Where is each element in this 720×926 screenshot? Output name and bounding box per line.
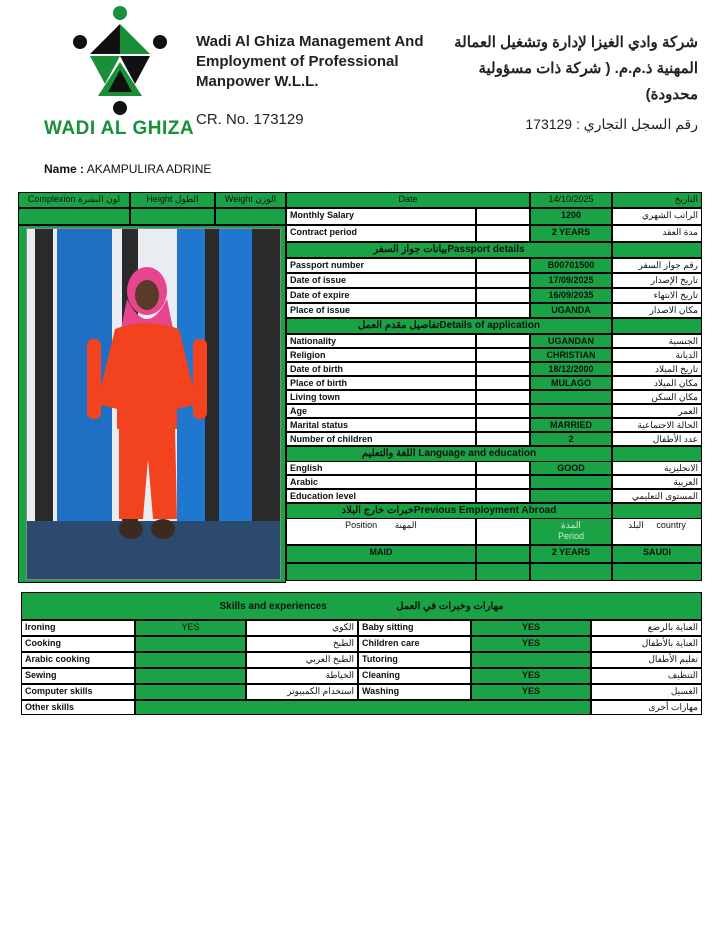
application-section-header: تفاصيل مقدم العملDetails of application xyxy=(286,318,612,334)
skills-title-ar: مهارات وخبرات في العمل xyxy=(396,601,504,612)
row-label: Place of birth xyxy=(286,376,476,390)
application-section-header-end xyxy=(612,318,702,334)
photo-illustration xyxy=(27,229,280,579)
skill-label: Sewing xyxy=(21,668,135,684)
skills-title-en: Skills and experiences xyxy=(219,601,327,612)
row-label: Age xyxy=(286,404,476,418)
complexion-value xyxy=(18,208,130,225)
employment-country: SAUDI xyxy=(612,545,702,563)
weight-value xyxy=(215,208,286,225)
row-spacer xyxy=(476,225,530,242)
row-label-ar: العمر xyxy=(612,404,702,418)
logo-wordmark: WADI AL GHIZA xyxy=(44,118,195,139)
row-label: Date of birth xyxy=(286,362,476,376)
skill-label: Children care xyxy=(358,636,471,652)
row-spacer xyxy=(476,390,530,404)
row-spacer xyxy=(476,348,530,362)
row-spacer xyxy=(476,404,530,418)
row-label-ar: مدة العقد xyxy=(612,225,702,242)
row-label-ar: الانجليزية xyxy=(612,461,702,475)
row-label: Date of issue xyxy=(286,273,476,288)
row-label-ar: الديانة xyxy=(612,348,702,362)
skills-section-header xyxy=(21,592,702,620)
row-label: Contract period xyxy=(286,225,476,242)
row-label: Education level xyxy=(286,489,476,503)
skill-label-ar: الغسيل xyxy=(591,684,702,700)
row-label: Religion xyxy=(286,348,476,362)
employment-section-header: خبرات خارج البلادPrevious Employment Abroad xyxy=(286,503,612,519)
skill-label-ar: الطبخ العربي xyxy=(246,652,358,668)
row-spacer xyxy=(476,208,530,225)
skill-label-ar: العناية بالأطفال xyxy=(591,636,702,652)
row-spacer xyxy=(476,376,530,390)
skill-value xyxy=(135,684,246,700)
row-value xyxy=(530,489,612,503)
row-value: 2 xyxy=(530,432,612,446)
row-label-ar: تاريخ الإصدار xyxy=(612,273,702,288)
other-skills-value xyxy=(135,700,591,715)
row-value xyxy=(530,404,612,418)
row-label: Arabic xyxy=(286,475,476,489)
row-label: Living town xyxy=(286,390,476,404)
employment-period: 2 YEARS xyxy=(530,545,612,563)
row-value xyxy=(530,475,612,489)
skill-value: YES xyxy=(471,620,591,636)
row-value: 16/09/2035 xyxy=(530,288,612,303)
cr-number-ar: رقم السجل التجاري : 173129 xyxy=(525,116,698,132)
row-spacer xyxy=(476,273,530,288)
row-label: Passport number xyxy=(286,258,476,273)
passport-section-header-end xyxy=(612,242,702,258)
row-value: 1200 xyxy=(530,208,612,225)
row-spacer xyxy=(476,475,530,489)
row-label: Marital status xyxy=(286,418,476,432)
row-value: 18/12/2000 xyxy=(530,362,612,376)
language-section-header-end xyxy=(612,446,702,462)
company-name-en: Wadi Al Ghiza Management And Employment of Professional Manpower W.L.L. xyxy=(196,33,424,90)
skill-value: YES xyxy=(135,620,246,636)
row-label: Number of children xyxy=(286,432,476,446)
row-label-ar: رقم جواز السفر xyxy=(612,258,702,273)
passport-section-header: بيانات جواز السفرPassport details xyxy=(286,242,612,258)
skill-value xyxy=(135,652,246,668)
row-spacer xyxy=(476,432,530,446)
row-label-ar: مكان الاصدار xyxy=(612,303,702,318)
row-value xyxy=(530,390,612,404)
employment-blank xyxy=(286,563,476,581)
row-label: Place of issue xyxy=(286,303,476,318)
candidate-photo xyxy=(26,228,281,580)
row-label: English xyxy=(286,461,476,475)
row-label-ar: تاريخ الميلاد xyxy=(612,362,702,376)
company-name-ar: شركة وادي الغيزا لإدارة وتشغيل العمالة المهنية ذ.م.م. ( شركة ذات مسؤولية محدودة) xyxy=(454,34,698,103)
row-spacer xyxy=(476,461,530,475)
row-spacer xyxy=(476,258,530,273)
skill-value xyxy=(471,652,591,668)
position-label: Position xyxy=(345,520,378,530)
row-value: B00701500 xyxy=(530,258,612,273)
date-label-ar: التاريخ xyxy=(612,192,702,208)
skill-label: Arabic cooking xyxy=(21,652,135,668)
row-label-ar: تاريخ الانتهاء xyxy=(612,288,702,303)
skill-label-ar: العناية بالرضع xyxy=(591,620,702,636)
row-spacer xyxy=(476,518,530,545)
row-label: Monthly Salary xyxy=(286,208,476,225)
position-header xyxy=(286,518,476,545)
employment-blank xyxy=(530,563,612,581)
skill-label-ar: الكوي xyxy=(246,620,358,636)
row-spacer xyxy=(476,418,530,432)
row-label: Date of expire xyxy=(286,288,476,303)
country-header xyxy=(612,518,702,545)
period-header xyxy=(530,518,612,545)
country-label: country xyxy=(656,520,686,530)
skill-label: Cooking xyxy=(21,636,135,652)
row-label-ar: المستوى التعليمي xyxy=(612,489,702,503)
skill-label-ar: الخياطة xyxy=(246,668,358,684)
row-value: UGANDA xyxy=(530,303,612,318)
skill-value: YES xyxy=(471,684,591,700)
row-spacer xyxy=(476,545,530,563)
complexion-header: Complexion لون البشرة xyxy=(18,192,130,208)
row-label: Nationality xyxy=(286,334,476,348)
skill-value: YES xyxy=(471,668,591,684)
date-label: Date xyxy=(286,192,530,208)
row-spacer xyxy=(476,362,530,376)
row-spacer xyxy=(476,334,530,348)
country-label-ar: البلد xyxy=(628,520,644,530)
row-spacer xyxy=(476,288,530,303)
row-label-ar: الراتب الشهري xyxy=(612,208,702,225)
employment-blank xyxy=(476,563,530,581)
row-value: MULAGO xyxy=(530,376,612,390)
skill-label: Cleaning xyxy=(358,668,471,684)
row-value: 17/09/2025 xyxy=(530,273,612,288)
row-spacer xyxy=(476,489,530,503)
date-value: 14/10/2025 xyxy=(530,192,612,208)
employment-section-header-end xyxy=(612,503,702,519)
period-label-ar: المدة xyxy=(561,520,581,530)
skill-label-ar: تعليم الأطفال xyxy=(591,652,702,668)
skill-label-ar: استخدام الكمبيوتر xyxy=(246,684,358,700)
skill-label: Washing xyxy=(358,684,471,700)
company-logo xyxy=(68,4,172,116)
weight-header: Weight الوزن xyxy=(215,192,286,208)
row-spacer xyxy=(476,303,530,318)
candidate-name: Name : AKAMPULIRA ADRINE xyxy=(44,162,212,176)
other-skills-label-ar: مهارات أخرى xyxy=(591,700,702,715)
row-label-ar: مكان السكن xyxy=(612,390,702,404)
employment-blank xyxy=(612,563,702,581)
row-label-ar: الجنسية xyxy=(612,334,702,348)
skill-label-ar: التنظيف xyxy=(591,668,702,684)
row-label-ar: مكان الميلاد xyxy=(612,376,702,390)
period-label: Period xyxy=(557,531,584,541)
row-value: UGANDAN xyxy=(530,334,612,348)
skill-label: Computer skills xyxy=(21,684,135,700)
skill-label: Tutoring xyxy=(358,652,471,668)
position-label-ar: المهنة xyxy=(394,520,417,530)
cr-number-en: CR. No. 173129 xyxy=(196,111,304,128)
row-label-ar: الحالة الاجتماعية xyxy=(612,418,702,432)
height-value xyxy=(130,208,215,225)
row-label-ar: عدد الأطفال xyxy=(612,432,702,446)
employment-position: MAID xyxy=(286,545,476,563)
row-value: 2 YEARS xyxy=(530,225,612,242)
language-section-header: اللغة والتعليم Language and education xyxy=(286,446,612,462)
skill-label-ar: الطبخ xyxy=(246,636,358,652)
skill-value xyxy=(135,668,246,684)
row-value: GOOD xyxy=(530,461,612,475)
row-value: CHRISTIAN xyxy=(530,348,612,362)
row-label-ar: العربية xyxy=(612,475,702,489)
height-header: Height الطول xyxy=(130,192,215,208)
skill-label: Ironing xyxy=(21,620,135,636)
skill-label: Baby sitting xyxy=(358,620,471,636)
skill-value: YES xyxy=(471,636,591,652)
skill-value xyxy=(135,636,246,652)
row-value: MARRIED xyxy=(530,418,612,432)
other-skills-label: Other skills xyxy=(21,700,135,715)
